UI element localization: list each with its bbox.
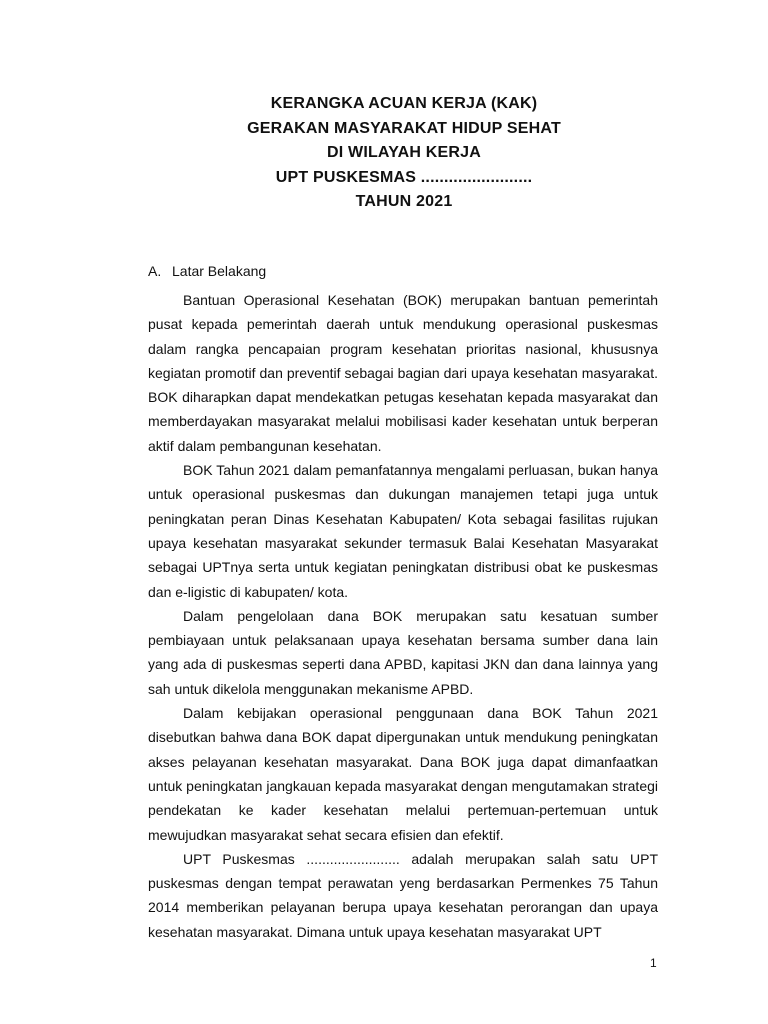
- paragraph-upt-puskesmas: UPT Puskesmas ........................ adalah merupakan salah satu UPT puskesmas dengan tempat perawatan yeng berdasarkan Permenkes 75 Tahun 2014 memberikan pelayanan berupa upaya kesehatan perorangan dan upaya kesehatan masyarakat. Dimana untuk upaya kesehatan masyarakat UPT: [148, 850, 658, 940]
- title-line-kak: KERANGKA ACUAN KERJA (KAK): [270, 95, 538, 112]
- section-body: [148, 288, 658, 944]
- title-line-puskesmas: UPT PUSKESMAS ........................: [275, 168, 533, 186]
- title-line-region: DI WILAYAH KERJA: [326, 144, 482, 161]
- page-number: 1: [650, 956, 657, 970]
- title-line-year: TAHUN 2021: [355, 193, 453, 210]
- document-title: [0, 92, 768, 215]
- paragraph-bok-management: Dalam pengelolaan dana BOK merupakan satu kesatuan sumber pembiayaan untuk pelaksanaan upaya kesehatan bersama sumber dana lain yang ada di puskesmas seperti dana APBD, kapitasi JKN dan dana lainnya yang sah untuk dikelola menggunakan mekanisme APBD.: [148, 607, 658, 697]
- paragraph-bok-definition: Bantuan Operasional Kesehatan (BOK) merupakan bantuan pemerintah pusat kepada pemerintah daerah untuk mendukung operasional puskesmas dalam rangka pencapaian program kesehatan prioritas nasional, khususnya kegiatan promotif dan preventif sebagai bagian dari upaya kesehatan masyarakat. BOK diharapkan dapat mendekatkan petugas kesehatan kepada masyarakat dan memberdayakan masyarakat melalui mobilisasi kader kesehatan untuk berperan aktif dalam pembangunan kesehatan.: [148, 292, 658, 454]
- title-line-program: GERAKAN MASYARAKAT HIDUP SEHAT: [247, 119, 561, 137]
- section-marker: A.: [148, 263, 162, 279]
- section-heading-text: Latar Belakang: [172, 263, 267, 279]
- paragraph-bok-policy: Dalam kebijakan operasional penggunaan dana BOK Tahun 2021 disebutkan bahwa dana BOK dapat dipergunakan untuk mendukung peningkatan akses pelayanan kesehatan masyarakat. Dana BOK juga dapat dimanfaatkan untuk peningkatan jangkauan kepada masyarakat dengan mengutamakan strategi pendekatan ke kader kesehatan melalui pertemuan-pertemuan untuk mewujudkan masyarakat sehat secara efisien dan efektif.: [148, 705, 658, 843]
- paragraph-bok-2021: BOK Tahun 2021 dalam pemanfatannya mengalami perluasan, bukan hanya untuk operasional puskesmas dan dukungan manajemen tetapi juga untuk peningkatan peran Dinas Kesehatan Kabupaten/ Kota sebagai fasilitas rujukan upaya kesehatan masyarakat sekunder termasuk Balai Kesehatan Masyarakat sebagai UPTnya serta untuk kegiatan peningkatan distribusi obat ke puskesmas dan e-ligistic di kabupaten/ kota.: [148, 462, 658, 600]
- section-heading: [148, 262, 266, 280]
